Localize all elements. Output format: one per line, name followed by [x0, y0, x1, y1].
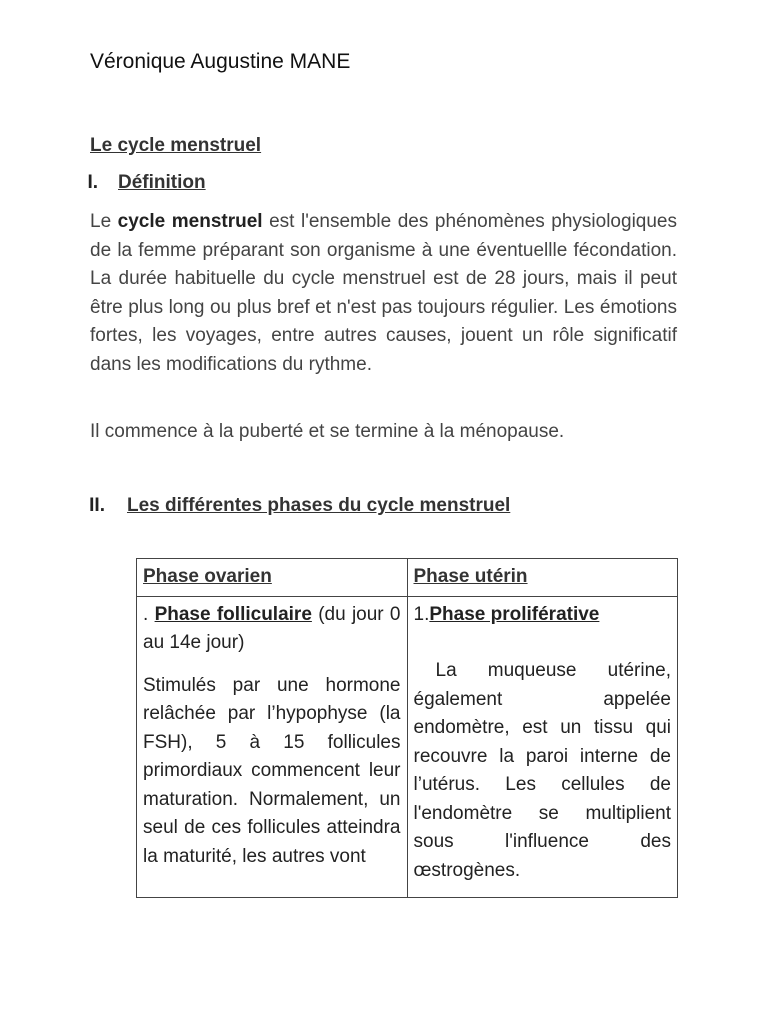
cell-uterine-phase	[407, 596, 678, 897]
follicular-phase-detail: (du jour 0 au 14e jour)	[143, 603, 401, 653]
term-bold: cycle menstruel	[117, 211, 263, 232]
section-number: I.	[87, 172, 98, 193]
section-heading-definition	[60, 172, 206, 194]
follicular-phase-body: Stimulés par une hormone relâchée par l’hypophyse (la FSH), 5 à 15 follicules primordiaux commencent leur maturation. Normalement, un seul de ces follicules atteindra la maturité, les autres vont	[143, 674, 401, 867]
follicular-phase-name: Phase folliculaire	[154, 603, 312, 625]
paragraph-prefix: Le	[90, 211, 118, 232]
proliferative-phase-name: Phase proliférative	[429, 603, 600, 625]
definition-paragraph	[90, 208, 677, 379]
proliferative-phase-body: La muqueuse utérine, également appelée endomètre, est un tissu qui recouvre la paroi interne de l’utérus. Les cellules de l'endomètre se multiplient sous l'influence des œstrogènes.	[413, 660, 671, 881]
section-number: II.	[89, 495, 105, 516]
proliferative-phase-title: 1.Phase proliférative	[413, 603, 600, 625]
section-title: Les différentes phases du cycle menstruel	[127, 495, 511, 516]
section-title: Définition	[118, 172, 206, 193]
document-title: Le cycle menstruel	[90, 135, 262, 156]
cell-ovarian-phase	[137, 596, 408, 897]
table-row	[137, 596, 678, 897]
phases-table	[136, 558, 678, 898]
header-uterine: Phase utérin	[407, 559, 678, 597]
table-header-row	[137, 559, 678, 597]
header-ovarian: Phase ovarien	[137, 559, 408, 597]
author-name: Véronique Augustine MANE	[90, 50, 351, 73]
paragraph-text: est l'ensemble des phénomènes physiologiques de la femme préparant son organisme à une éventuellle fécondation. La durée habituelle du cycle menstruel est de 28 jours, mais il peut être plus long ou plus bref et n'est pas toujours régulier. Les émotions fortes, les voyages, entre autres causes, jouent un rôle significatif dans les modifications du rythme.	[90, 211, 677, 375]
follicular-phase-title: . Phase folliculaire (du jour 0 au 14e jour)	[143, 603, 401, 653]
puberty-paragraph: Il commence à la puberté et se termine à la ménopause.	[90, 421, 565, 442]
section-heading-phases	[57, 495, 510, 517]
